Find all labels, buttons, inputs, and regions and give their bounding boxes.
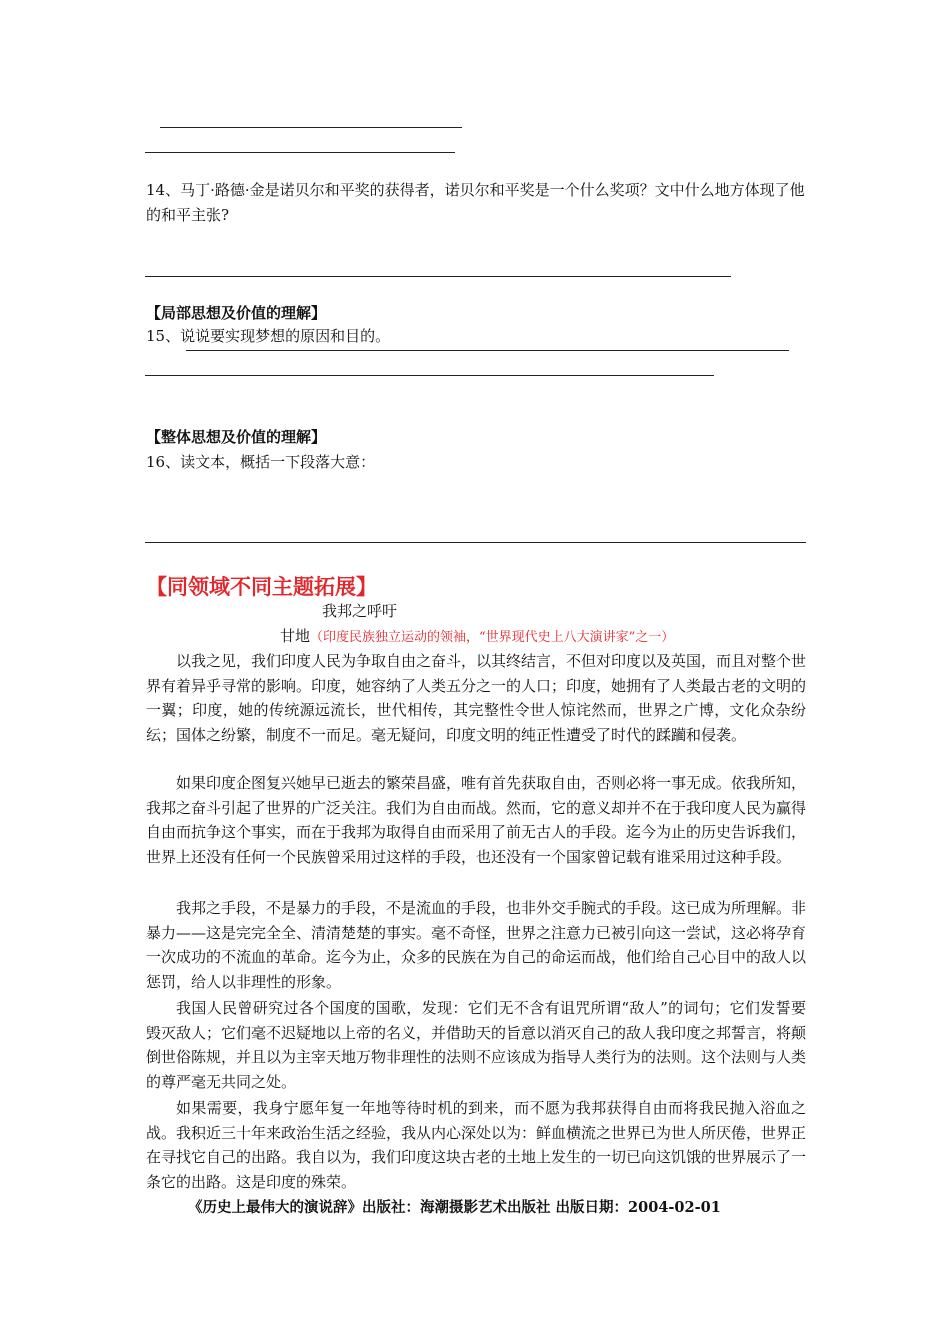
- essay-paragraph: 以我之见，我们印度人民为争取自由之奋斗，以其终结言，不但对印度以及英国，而且对整个世界有着异乎寻常的影响。印度，她容纳了人类五分之一的人口；印度，她拥有了人类最古老的文明的一翼；印度，她的传统源远流长，世代相传，其完整性令世人惊诧然而，世界之广博，文化众杂纷纭；国体之纷繁，制度不一而足。毫无疑问，印度文明的纯正性遭受了时代的蹂躏和侵袭。: [146, 652, 807, 744]
- essay-paragraph: 我邦之手段，不是暴力的手段，不是流血的手段，也非外交手腕式的手段。这已成为所理解。非暴力——这是完完全全、清清楚楚的事实。毫不奇怪，世界之注意力已被引向这一尝试，这必将孕育一次成功的不流血的革命。迄今为止，众多的民族在为自己的命运而战，他们给自己心目中的敌人以惩罚，给人以非理性的形象。: [146, 899, 807, 991]
- answer-line: [145, 276, 731, 277]
- question-16: 16、读文本，概括一下段落大意：: [146, 453, 376, 471]
- author-note: （印度民族独立运动的领袖，“世界现代史上八大演讲家”之一）: [310, 630, 675, 645]
- essay-title: 我邦之呼吁: [322, 602, 398, 620]
- question-15: 15、说说要实现梦想的原因和目的。: [146, 327, 391, 345]
- section-heading-overall: 【整体思想及价值的理解】: [146, 428, 327, 446]
- answer-line: [145, 152, 455, 153]
- essay-paragraph: 如果印度企图复兴她早已逝去的繁荣昌盛，唯有首先获取自由，否则必将一事无成。依我所知，我邦之奋斗引起了世界的广泛关注。我们为自由而战。然而，它的意义却并不在于我印度人民为赢得自由而抗争这个事实，而在于我邦为取得自由而采用了前无古人的手段。迄今为止的历史告诉我们，世界上还没有任何一个民族曾采用过这样的手段，也还没有一个国家曾记载有谁采用过这种手段。: [146, 774, 807, 866]
- answer-line: [145, 542, 806, 543]
- essay-author: [280, 625, 674, 646]
- section-heading-local: 【局部思想及价值的理解】: [146, 304, 327, 322]
- essay-paragraph: 如果需要，我身宁愿年复一年地等待时机的到来，而不愿为我邦获得自由而将我民抛入浴血之战。我积近三十年来政治生活之经验，我从内心深处以为：鲜血横流之世界已为世人所厌倦，世界正在寻找它自己的出路。我自以为，我们印度这块古老的土地上发生的一切已向这饥饿的世界展示了一条它的出路。这是印度的殊荣。: [146, 1099, 807, 1191]
- answer-line: [186, 350, 789, 351]
- source-citation: 《历史上最伟大的演说辞》出版社：海潮摄影艺术出版社 出版日期：2004-02-01: [188, 1199, 721, 1216]
- extension-heading: 【同领域不同主题拓展】: [146, 575, 377, 599]
- answer-line: [145, 375, 714, 376]
- answer-line: [160, 127, 462, 128]
- question-14: 14、马丁·路德·金是诺贝尔和平奖的获得者，诺贝尔和平奖是一个什么奖项？文中什么地方体现了他的和平主张?: [146, 181, 805, 224]
- essay-paragraph: 我国人民曾研究过各个国度的国歌，发现：它们无不含有诅咒所谓“敌人”的词句；它们发誓要毁灭敌人；它们毫不迟疑地以上帝的名义，并借助天的旨意以消灭自己的敌人我印度之邦誓言，将颠倒世俗陈规，并且以为主宰天地万物非理性的法则不应该成为指导人类行为的法则。这个法则与人类的尊严毫无共同之处。: [146, 999, 807, 1091]
- author-name: 甘地: [280, 627, 311, 645]
